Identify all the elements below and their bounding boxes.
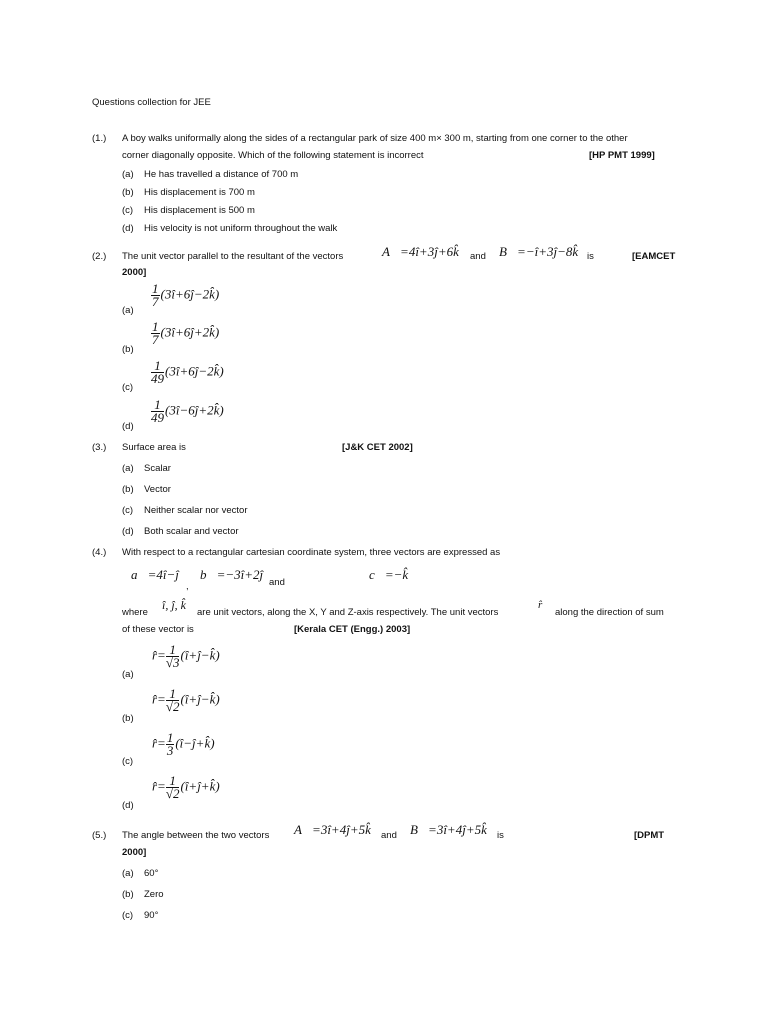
question-number: (2.) <box>92 251 107 262</box>
option-text: Neither scalar nor vector <box>144 505 248 516</box>
question-text-cont: corner diagonally opposite. Which of the following statement is incorrect <box>122 150 424 161</box>
option-text: He has travelled a distance of 700 m <box>144 169 299 180</box>
option-text: Scalar <box>144 463 171 474</box>
option-math: $\frac{1}{7}$ (3î+6ĵ+2k̂) <box>152 319 220 347</box>
question-text-cont: along the direction of sum <box>555 607 664 618</box>
option-label: (b) <box>122 713 134 724</box>
option-label: (c) <box>122 382 134 393</box>
and-text: and <box>470 251 486 262</box>
option-text: Both scalar and vector <box>144 526 239 537</box>
option-label: (c) <box>122 910 134 921</box>
question-text: A boy walks uniformally along the sides of a rectangular park of size 400 m× 300 m, starting from one corner to the other <box>122 133 628 144</box>
option-text: His velocity is not uniform throughout the walk <box>144 223 338 234</box>
question-source: [HP PMT 1999] <box>589 150 655 161</box>
option-label: (a) <box>122 305 134 316</box>
question-number: (5.) <box>92 830 107 841</box>
question-source: [J&K CET 2002] <box>342 442 413 453</box>
option-text: Vector <box>144 484 171 495</box>
option-label: (b) <box>122 484 134 495</box>
fraction: $\frac{1}{√2}$ <box>165 686 180 714</box>
question-number: (4.) <box>92 547 107 558</box>
option-label: (a) <box>122 868 134 879</box>
option-math: $\frac{1}{49}$ (3î+6ĵ−2k̂) <box>151 358 224 386</box>
vector-a: A⃗=3î+4ĵ+5k̂ <box>294 822 371 837</box>
question-text: With respect to a rectangular cartesian coordinate system, three vectors are expressed as <box>122 547 501 558</box>
option-math: $\frac{1}{7}$ (3î+6ĵ−2k̂) <box>152 281 220 309</box>
option-label: (b) <box>122 889 134 900</box>
fraction: $\frac{1}{49}$ <box>151 397 164 425</box>
option-label: (c) <box>122 505 134 516</box>
vector-a: a⃗=4î−ĵ <box>131 567 179 582</box>
option-label: (c) <box>122 205 134 216</box>
option-text: His displacement is 700 m <box>144 187 255 198</box>
question-number: (1.) <box>92 133 107 144</box>
option-text: Zero <box>144 889 164 900</box>
option-math: r̂= $\frac{1}{3}$ (î−ĵ+k̂) <box>152 730 215 758</box>
vector-b: B⃗=3î+4ĵ+5k̂ <box>410 822 487 837</box>
unit-vectors: î, ĵ, k̂ <box>162 598 186 612</box>
question-source: [EAMCET <box>632 251 676 262</box>
question-text: Surface area is <box>122 442 186 453</box>
option-label: (d) <box>122 223 134 234</box>
question-number: (3.) <box>92 442 107 453</box>
option-math: r̂= $\frac{1}{√3}$ (î+ĵ−k̂) <box>152 642 220 670</box>
option-label: (c) <box>122 756 134 767</box>
option-math: r̂= $\frac{1}{√2}$ (î+ĵ−k̂) <box>152 686 220 714</box>
fraction: $\frac{1}{√3}$ <box>165 642 180 670</box>
option-math: $\frac{1}{49}$ (3î−6ĵ+2k̂) <box>151 397 224 425</box>
option-label: (d) <box>122 526 134 537</box>
question-text-cont: of these vector is <box>122 624 194 635</box>
question-source: [DPMT <box>634 830 665 841</box>
is-text: is <box>497 830 504 841</box>
option-text: 90° <box>144 910 159 921</box>
question-source: [Kerala CET (Engg.) 2003] <box>294 624 411 635</box>
option-label: (d) <box>122 421 134 432</box>
and-text: and <box>269 577 285 588</box>
option-text: His displacement is 500 m <box>144 205 255 216</box>
option-math: r̂= $\frac{1}{√2}$ (î+ĵ+k̂) <box>152 773 220 801</box>
comma-text: , <box>186 581 189 592</box>
r-hat: r̂ <box>538 599 543 611</box>
vector-c: c⃗=−k̂ <box>369 567 409 582</box>
page-title: Questions collection for JEE <box>92 97 211 108</box>
option-label: (a) <box>122 669 134 680</box>
option-text: 60° <box>144 868 159 879</box>
option-label: (d) <box>122 800 134 811</box>
fraction: $\frac{1}{√2}$ <box>165 773 180 801</box>
question-text-cont: are unit vectors, along the X, Y and Z-axis respectively. The unit vectors <box>197 607 499 618</box>
option-label: (a) <box>122 169 134 180</box>
vector-b: B⃗=−î+3ĵ−8k̂ <box>499 244 579 259</box>
and-text: and <box>381 830 397 841</box>
option-label: (b) <box>122 187 134 198</box>
option-label: (b) <box>122 344 134 355</box>
option-label: (a) <box>122 463 134 474</box>
question-source-cont: 2000] <box>122 847 147 858</box>
vector-a: A⃗=4î+3ĵ+6k̂ <box>382 244 459 259</box>
is-text: is <box>587 251 594 262</box>
question-text: The unit vector parallel to the resultant of the vectors <box>122 251 344 262</box>
fraction: $\frac{1}{49}$ <box>151 358 164 386</box>
where-text: where <box>122 607 148 618</box>
fraction: $\frac{1}{3}$ <box>166 730 174 758</box>
vector-b: b⃗=−3î+2ĵ <box>200 567 264 582</box>
question-text: The angle between the two vectors <box>122 830 270 841</box>
fraction: $\frac{1}{7}$ <box>152 281 159 309</box>
fraction: $\frac{1}{7}$ <box>152 319 159 347</box>
question-source-cont: 2000] <box>122 267 147 278</box>
